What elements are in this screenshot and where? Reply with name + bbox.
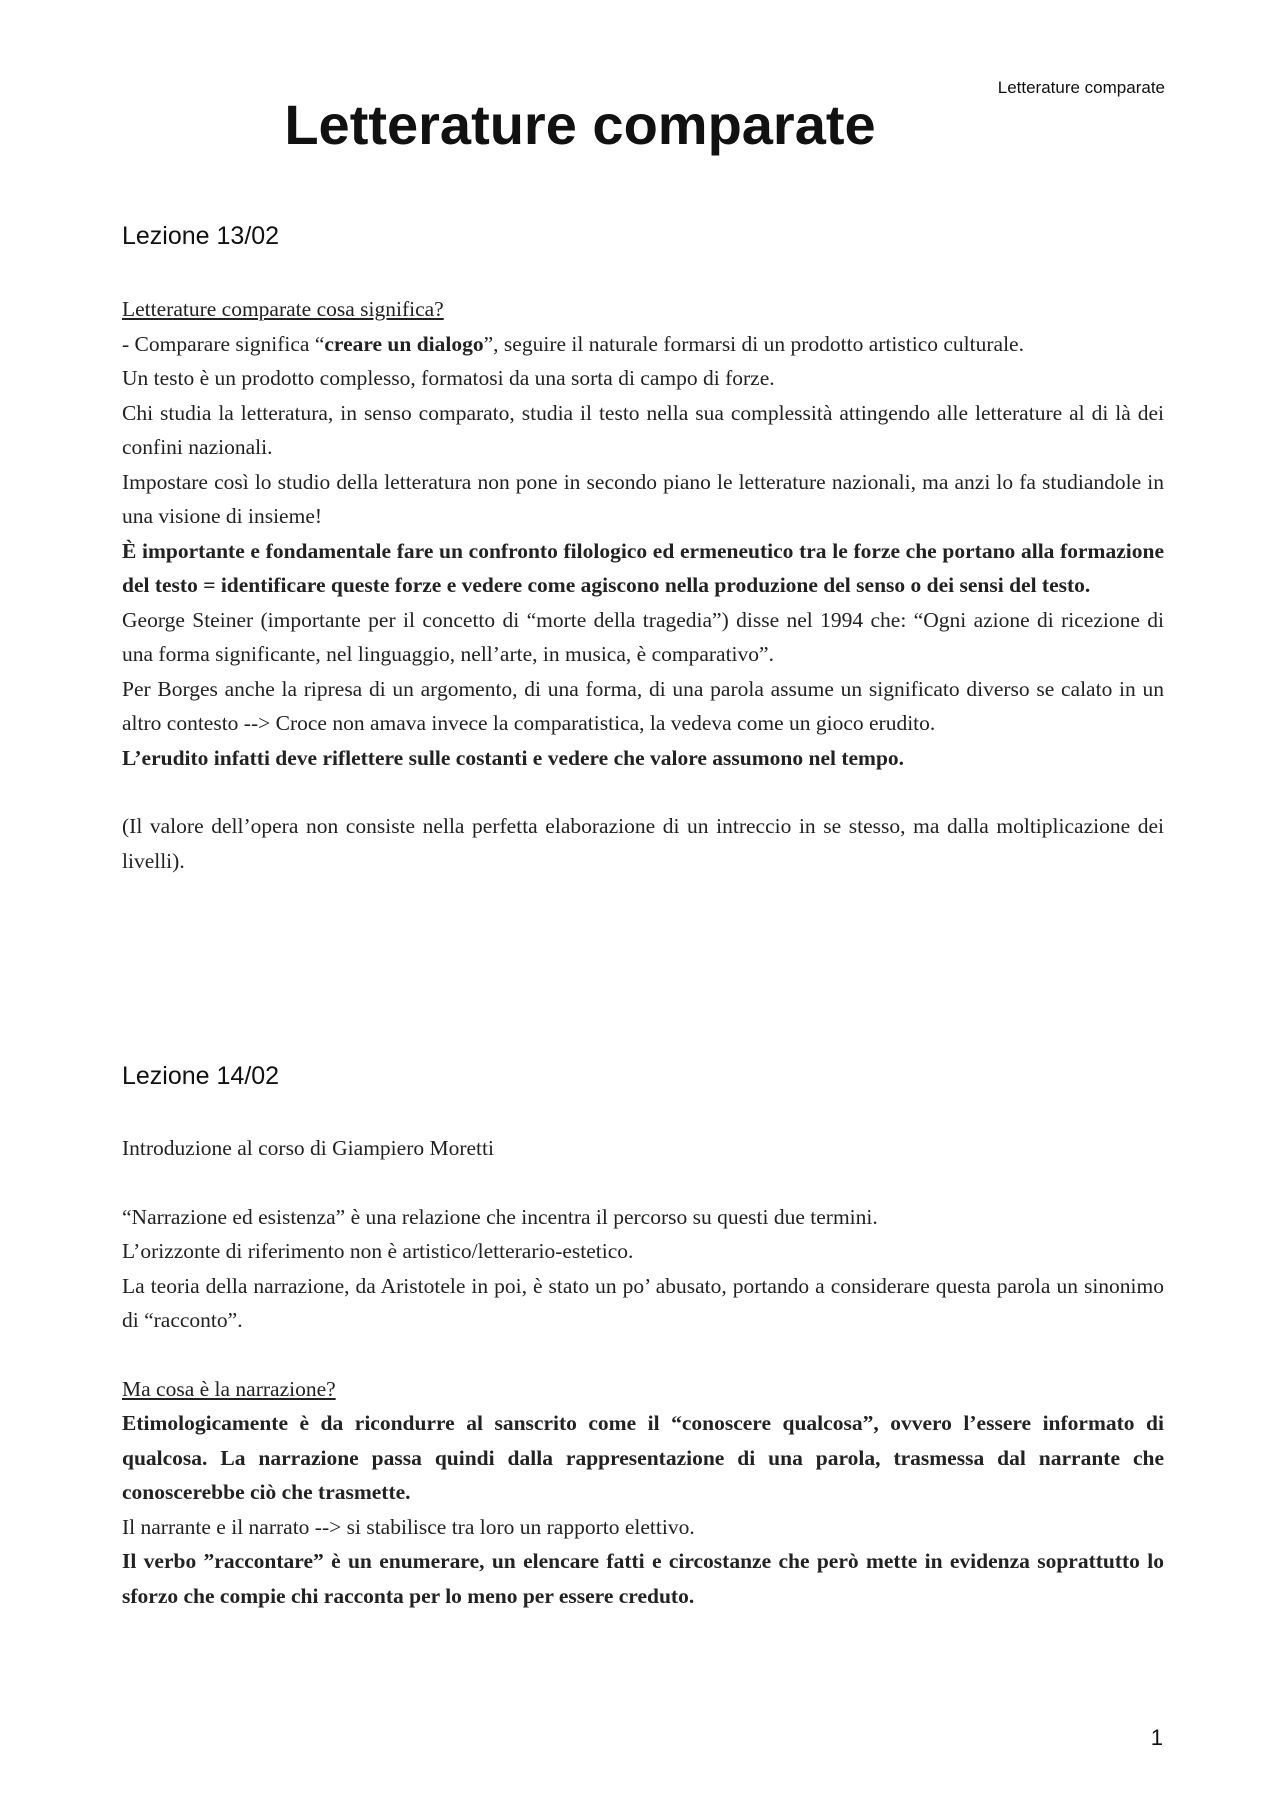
- paragraph: Impostare così lo studio della letteratura non pone in secondo piano le letterature nazionali, ma anzi lo fa studiandole in una visione di insieme!: [122, 469, 1164, 528]
- paragraph: Per Borges anche la ripresa di un argomento, di una forma, di una parola assume un significato diverso se calato in un altro contesto --> Croce non amava invece la comparatistica, la vedeva come un gioco erudito.: [122, 676, 1164, 735]
- bold-paragraph: Il verbo ”raccontare” è un enumerare, un elencare fatti e circostanze che però mette in evidenza soprattutto lo sforzo che compie chi racconta per lo meno per essere creduto.: [122, 1549, 1164, 1608]
- bold-paragraph: Etimologicamente è da ricondurre al sanscrito come il “conoscere qualcosa”, ovvero l’essere informato di qualcosa. La narrazione passa quindi dalla rappresentazione di una parola, trasmessa dal narrante che conoscerebbe ciò che trasmette.: [122, 1411, 1164, 1504]
- paragraph: Chi studia la letteratura, in senso comparato, studia il testo nella sua complessità attingendo alle letterature al di là dei confini nazionali.: [122, 400, 1164, 459]
- paragraph: [122, 327, 1164, 362]
- paragraph: Un testo è un prodotto complesso, formatosi da una sorta di campo di forze.: [122, 366, 775, 390]
- section-question: Ma cosa è la narrazione?: [122, 1376, 336, 1401]
- paragraph: (Il valore dell’opera non consiste nella perfetta elaborazione di un intreccio in se stesso, ma dalla moltiplicazione dei livelli).: [122, 814, 1164, 873]
- text-run: - Comparare significa “: [122, 331, 325, 356]
- paragraph: George Steiner (importante per il concetto di “morte della tragedia”) disse nel 1994 che: “Ogni azione di ricezione di una forma significante, nel linguaggio, nell’arte, in musica, è comparativo”.: [122, 607, 1164, 666]
- section-question: Letterature comparate cosa significa?: [122, 297, 444, 321]
- running-header: Letterature comparate: [997, 78, 1165, 97]
- page-number: 1: [1150, 1725, 1163, 1750]
- spacer: [122, 1166, 1164, 1200]
- paragraph: Introduzione al corso di Giampiero Moretti: [122, 1136, 494, 1160]
- bold-paragraph: È importante e fondamentale fare un confronto filologico ed ermeneutico tra le forze che portano alla formazione del testo = identificare queste forze e vedere come agiscono nella produzione del senso o dei sensi del testo.: [122, 538, 1164, 597]
- paragraph: La teoria della narrazione, da Aristotele in poi, è stato un po’ abusato, portando a considerare questa parola un sinonimo di “racconto”.: [122, 1273, 1164, 1332]
- text-run: ”, seguire il naturale formarsi di un prodotto artistico culturale.: [483, 331, 1024, 356]
- section-heading-lezione-2: Lezione 14/02: [122, 1062, 280, 1090]
- bold-phrase: creare un dialogo: [324, 331, 484, 356]
- bold-paragraph: L’erudito infatti deve riflettere sulle costanti e vedere che valore assumono nel tempo.: [122, 745, 905, 770]
- section-body-lezione-1: [122, 292, 1164, 878]
- section-heading-lezione-1: Lezione 13/02: [122, 222, 280, 250]
- paragraph: L’orizzonte di riferimento non è artistico/letterario-estetico.: [122, 1239, 634, 1263]
- paragraph: Il narrante e il narrato --> si stabilisce tra loro un rapporto elettivo.: [122, 1514, 695, 1539]
- spacer: [122, 1338, 1164, 1372]
- document-title: Letterature comparate: [284, 93, 876, 156]
- paragraph: “Narrazione ed esistenza” è una relazione che incentra il percorso su questi due termini.: [122, 1204, 878, 1229]
- section-body-lezione-2: [122, 1131, 1164, 1613]
- spacer: [122, 775, 1164, 809]
